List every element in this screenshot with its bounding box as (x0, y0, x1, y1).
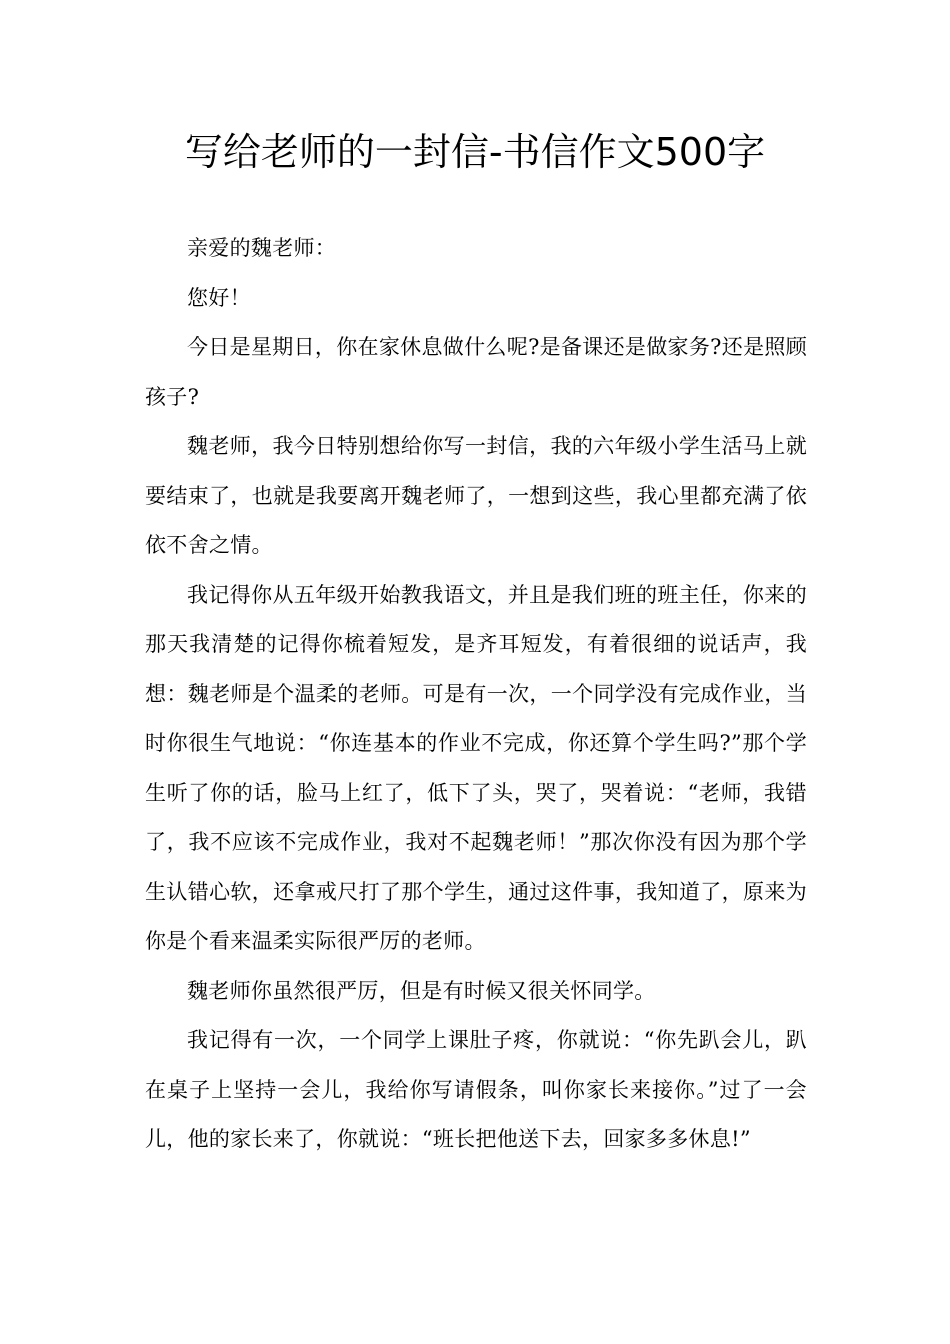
paragraph: 魏老师，我今日特别想给你写一封信，我的六年级小学生活马上就要结束了，也就是我要离开魏老师了，一想到这些，我心里都充满了依依不舍之情。 (145, 434, 807, 557)
paragraph-salutation: 亲爱的魏老师： (187, 236, 337, 260)
paragraph: 魏老师你虽然很严厉，但是有时候又很关怀同学。 (187, 978, 656, 1003)
paragraph-greeting: 您好！ (187, 285, 251, 310)
letter-body (145, 224, 807, 1165)
document-title: 写给老师的一封信-书信作文500字 (184, 130, 766, 174)
paragraph: 今日是星期日，你在家休息做什么呢?是备课还是做家务?还是照顾孩子? (145, 335, 807, 409)
paragraph: 我记得你从五年级开始教我语文，并且是我们班的班主任，你来的那天我清楚的记得你梳着短发，是齐耳短发，有着很细的说话声，我想：魏老师是个温柔的老师。可是有一次，一个同学没有完成作业，当时你很生气地说：“你连基本的作业不完成，你还算个学生吗?”那个学生听了你的话，脸马上红了，低下了头，哭了，哭着说：“老师，我错了，我不应该不完成作业，我对不起魏老师！”那次你没有因为那个学生认错心软，还拿戒尺打了那个学生，通过这件事，我知道了，原来为你是个看来温柔实际很严厉的老师。 (145, 582, 807, 953)
paragraph: 我记得有一次，一个同学上课肚子疼，你就说：“你先趴会儿，趴在桌子上坚持一会儿，我给你写请假条，叫你家长来接你。”过了一会儿，他的家长来了，你就说：“班长把他送下去，回家多多休息!” (145, 1028, 807, 1151)
